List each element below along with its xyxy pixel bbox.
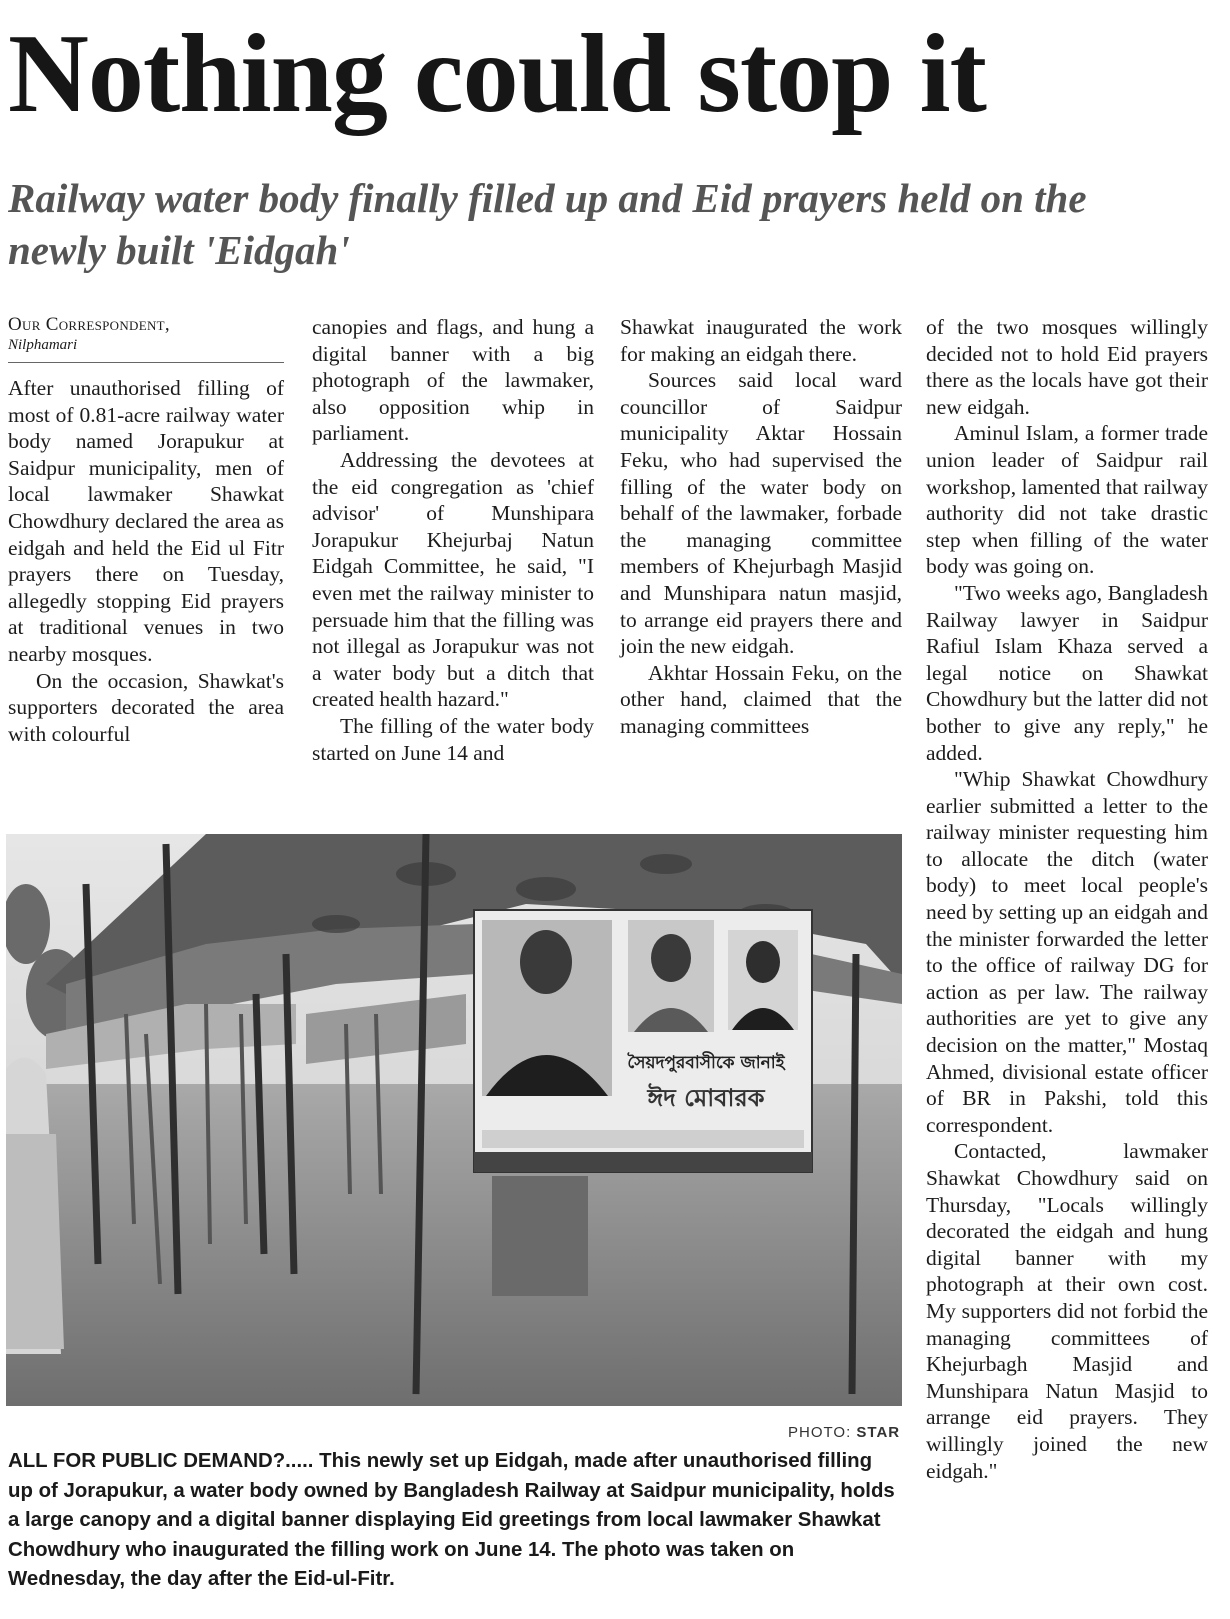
article-column-1 (8, 314, 284, 747)
byline-divider (8, 362, 284, 363)
article-column-4 (926, 314, 1208, 1484)
article-column-2 (312, 314, 594, 766)
byline-author: Our Correspondent, (8, 314, 170, 335)
subheadline: Railway water body finally filled up and Eid prayers held on the newly built 'Eidgah' (8, 175, 1087, 273)
paragraph: "Two weeks ago, Bangladesh Railway lawyer in Saidpur Rafiul Islam Khaza served a legal notice on Shawkat Chowdhury but the latter did not bother to give any reply," he added. (926, 580, 1208, 765)
paragraph: The filling of the water body started on June 14 and (312, 713, 594, 765)
paragraph: of the two mosques willingly decided not to hold Eid prayers there as the locals have got their new eidgah. (926, 315, 1208, 419)
photo-caption: ALL FOR PUBLIC DEMAND?..... This newly set up Eidgah, made after unauthorised filling up of Jorapukur, a water body owned by Bangladesh Railway at Saidpur municipality, holds a large canopy and a digital banner displaying Eid greetings from local lawmaker Shawkat Chowdhury who inaugurated the filling work on June 14. The photo was taken on Wednesday, the day after the Eid-ul-Fitr. (8, 1450, 895, 1590)
paragraph: Addressing the devotees at the eid congregation as 'chief advisor' of Munshipara Jorapukur Khejurbaj Natun Eidgah Committee, he said, "I even met the railway minister to persuade him that the filling was not illegal as Jorapukur was not a water body but a ditch that created health hazard." (312, 447, 594, 712)
paragraph: "Whip Shawkat Chowdhury earlier submitted a letter to the railway minister requesting him to allocate the ditch (water body) to meet local people's need by setting up an eidgah and the minister forwarded the letter to the office of railway DG for action as per law. The railway authorities are yet to give any decision on the matter," Mostaq Ahmed, divisional estate officer of BR in Pakshi, told this correspondent. (926, 767, 1208, 1137)
photo-credit-label: PHOTO: (788, 1424, 852, 1441)
paragraph: Sources said local ward councillor of Saidpur municipality Aktar Hossain Feku, who had supervised the filling of the water body on behalf of the lawmaker, forbade the managing committee members of Khejurbagh Masjid and Munshipara natun masjid, to arrange eid prayers there and join the new eidgah. (620, 368, 902, 659)
news-photo (6, 834, 902, 1406)
paragraph: After unauthorised filling of most of 0.81-acre railway water body named Jorapukur at Saidpur municipality, men of local lawmaker Shawkat Chowdhury declared the area as eidgah and held the Eid ul Fitr prayers there on Tuesday, allegedly stopping Eid prayers at traditional venues in two nearby mosques. (8, 376, 284, 666)
paragraph: Shawkat inaugurated the work for making an eidgah there. (620, 315, 902, 366)
paragraph: Aminul Islam, a former trade union leader of Saidpur rail workshop, lamented that railway authority did not take drastic step when filling of the water body was going on. (926, 421, 1208, 579)
photo-credit (788, 1424, 900, 1441)
paragraph: Contacted, lawmaker Shawkat Chowdhury said on Thursday, "Locals willingly decorated the eidgah and hung digital banner with my photograph at their own cost. My supporters did not forbid the managing committees of Khejurbagh Masjid and Munshipara Natun Masjid to arrange eid prayers. They willingly joined the new eidgah." (926, 1139, 1208, 1483)
paragraph: On the occasion, Shawkat's supporters decorated the area with colourful (8, 668, 284, 746)
headline: Nothing could stop it (8, 12, 986, 136)
paragraph: canopies and flags, and hung a digital banner with a big photograph of the lawmaker, also opposition whip in parliament. (312, 315, 594, 446)
paragraph: Akhtar Hossain Feku, on the other hand, claimed that the managing committees (620, 660, 902, 738)
byline-place: Nilphamari (8, 337, 78, 353)
banner-headline: সৈয়দপুরবাসীকে জানাই (627, 1053, 785, 1073)
article-column-3 (620, 314, 902, 740)
banner-greeting: ঈদ মোবারক (647, 1084, 765, 1112)
photo-credit-source: STAR (856, 1424, 901, 1441)
